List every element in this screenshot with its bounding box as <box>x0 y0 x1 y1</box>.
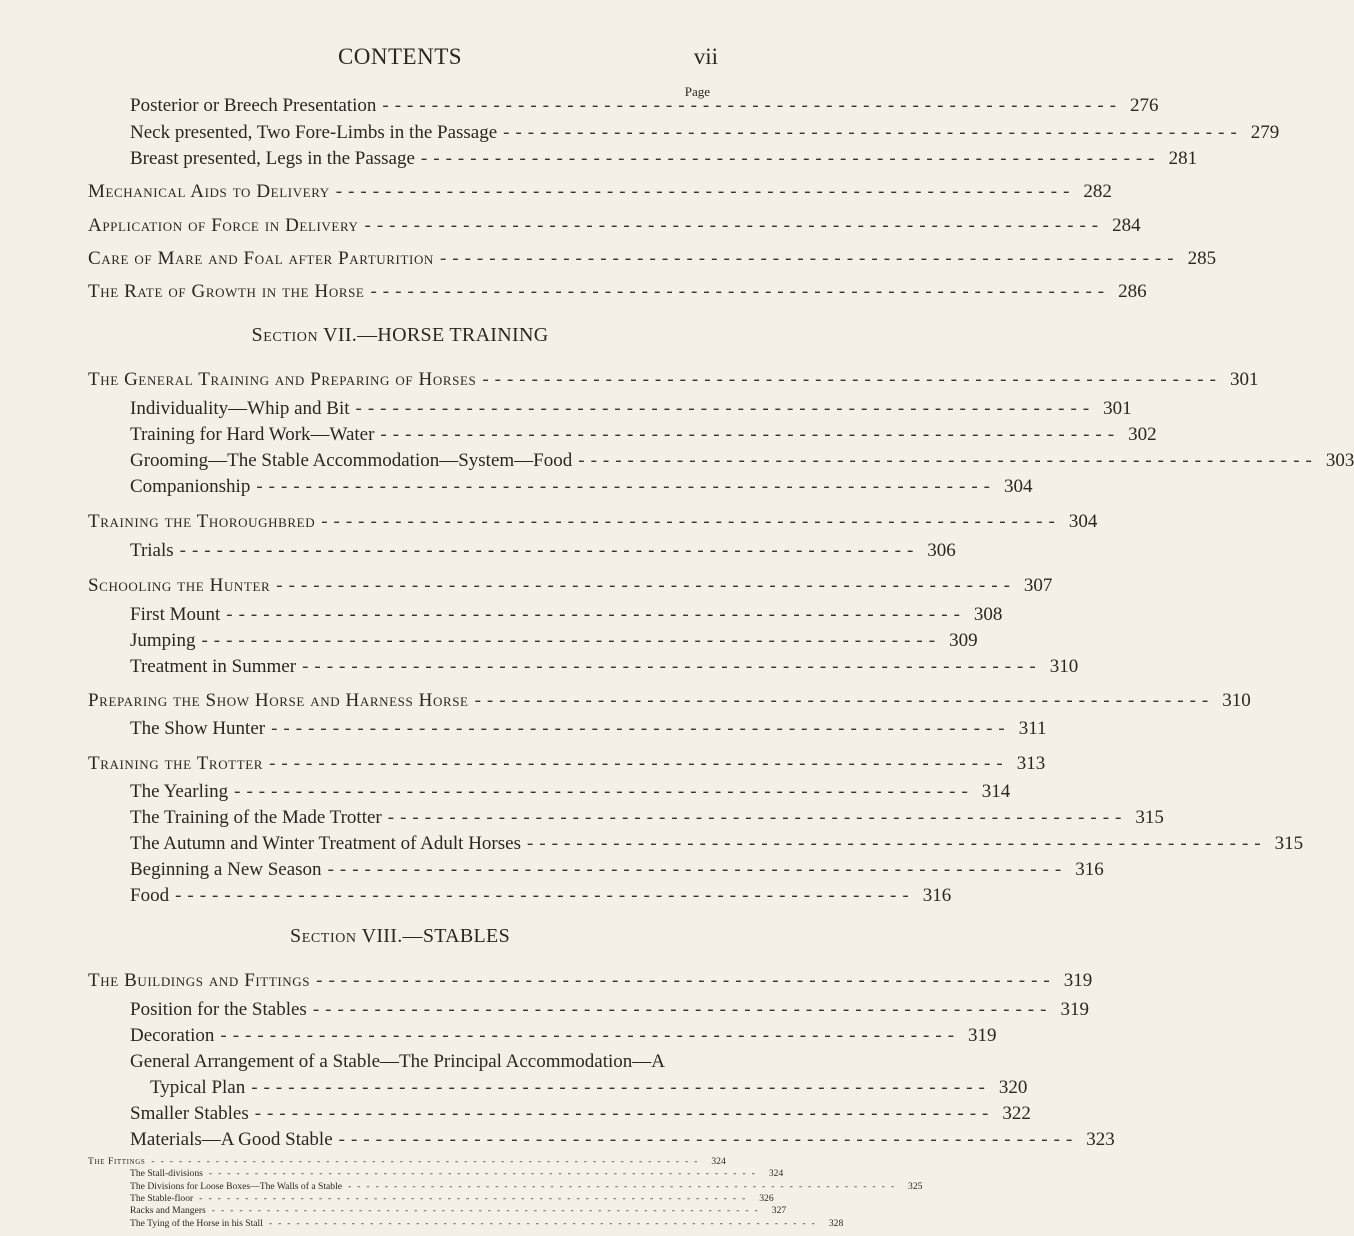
leader-dots: ------------------------------------------------------------ <box>338 1129 1079 1150</box>
toc-entry[interactable] <box>130 1217 844 1230</box>
entry-page: 304 <box>1003 476 1033 497</box>
leader-dots: ------------------------------------------------------------ <box>482 369 1222 390</box>
entry-title: The Autumn and Winter Treatment of Adult Horses <box>130 833 521 854</box>
toc-entry[interactable] <box>130 1193 774 1205</box>
chapter-title: The Fittings <box>88 1156 146 1167</box>
leader-dots: ------------------------------------------------------------ <box>348 1180 901 1192</box>
leader-dots: ------------------------------------------------------------ <box>420 148 1161 169</box>
entry-page: 311 <box>1018 718 1047 739</box>
entry-page: 313 <box>1016 753 1046 774</box>
entry-page: 306 <box>927 540 956 561</box>
toc-entry[interactable] <box>130 1023 997 1049</box>
entry-page: 316 <box>1075 859 1104 880</box>
entry-title: The Yearling <box>130 781 229 802</box>
section-word: Section <box>251 324 319 346</box>
leader-dots: ------------------------------------------------------------ <box>201 630 942 651</box>
entry-page: 308 <box>973 604 1003 625</box>
toc-entry-wrapped-line[interactable]: General Arrangement of a Stable—The Principal Accommodation—A <box>130 1051 666 1072</box>
section-heading <box>0 925 800 948</box>
leader-dots: ------------------------------------------------------------ <box>370 281 1111 302</box>
toc-entry[interactable] <box>130 857 1104 883</box>
toc-chapter[interactable] <box>88 509 1098 535</box>
leader-dots: ------------------------------------------------------------ <box>380 424 1121 445</box>
entry-page: 310 <box>1049 656 1079 677</box>
leader-dots: ------------------------------------------------------------ <box>321 511 1061 532</box>
leader-dots: ------------------------------------------------------------ <box>220 1025 961 1046</box>
toc-entry[interactable] <box>130 779 1011 805</box>
leader-dots: ------------------------------------------------------------ <box>312 999 1053 1020</box>
toc-entry[interactable] <box>130 883 952 909</box>
leader-dots: ------------------------------------------------------------ <box>179 540 920 561</box>
running-head-title: CONTENTS <box>337 44 463 69</box>
entry-title: Companionship <box>130 476 251 497</box>
entry-page: 309 <box>949 630 978 651</box>
toc-entry[interactable] <box>130 997 1089 1023</box>
toc-entry[interactable] <box>130 716 1047 742</box>
chapter-title: The Buildings and Fittings <box>88 970 311 991</box>
section-title: VIII.—STABLES <box>361 925 510 947</box>
entry-page: 323 <box>1086 1129 1115 1150</box>
leader-dots: ------------------------------------------------------------ <box>578 450 1318 471</box>
entry-title: The Divisions for Loose Boxes—The Walls of a Stable <box>130 1180 343 1192</box>
leader-dots: ------------------------------------------------------------ <box>327 859 1068 880</box>
entry-title: Decoration <box>130 1025 215 1046</box>
entry-page: 314 <box>981 781 1011 802</box>
toc-entry[interactable] <box>130 448 1354 474</box>
chapter-title: Training the Thoroughbred <box>88 511 316 532</box>
entry-title: The Training of the Made Trotter <box>130 807 382 828</box>
entry-page: 319 <box>968 1025 997 1046</box>
chapter-title: Mechanical Aids to Delivery <box>88 181 330 202</box>
toc-chapter[interactable] <box>88 1156 726 1168</box>
entry-title: First Mount <box>130 604 221 625</box>
entry-title: Smaller Stables <box>130 1103 249 1124</box>
toc-entry[interactable] <box>130 146 1198 172</box>
chapter-title: Care of Mare and Foal after Parturition <box>88 248 434 269</box>
leader-dots: ------------------------------------------------------------ <box>503 122 1243 143</box>
chapter-title: Preparing the Show Horse and Harness Horse <box>88 690 469 711</box>
section-word: Section <box>289 925 357 947</box>
entry-page: 282 <box>1083 181 1112 202</box>
entry-page: 320 <box>998 1077 1028 1098</box>
chapter-title: The General Training and Preparing of Horses <box>88 369 477 390</box>
entry-page: 327 <box>771 1205 787 1217</box>
entry-title: Posterior or Breech Presentation <box>130 95 377 116</box>
entry-page: 281 <box>1168 148 1198 169</box>
entry-title: Grooming—The Stable Accommodation—System—Food <box>130 450 573 471</box>
toc-chapter[interactable] <box>88 367 1259 393</box>
leader-dots: ------------------------------------------------------------ <box>382 95 1123 116</box>
leader-dots: ------------------------------------------------------------ <box>302 656 1042 677</box>
leader-dots: ------------------------------------------------------------ <box>151 1156 704 1167</box>
entry-title: Jumping <box>130 630 196 651</box>
toc-chapter[interactable] <box>88 179 1112 205</box>
entry-page: 302 <box>1128 424 1157 445</box>
toc-entry[interactable] <box>150 1075 1028 1101</box>
entry-title: Racks and Mangers <box>130 1205 206 1217</box>
toc-chapter[interactable] <box>88 688 1251 714</box>
entry-page: 315 <box>1135 807 1164 828</box>
entry-page: 279 <box>1250 122 1280 143</box>
entry-title: Individuality—Whip and Bit <box>130 398 350 419</box>
entry-title: Breast presented, Legs in the Passage <box>130 148 415 169</box>
entry-title: Food <box>130 885 170 906</box>
leader-dots: ------------------------------------------------------------ <box>234 781 974 802</box>
entry-page: 286 <box>1118 281 1147 302</box>
leader-dots: ------------------------------------------------------------ <box>211 1205 764 1217</box>
entry-page: 315 <box>1274 833 1304 854</box>
toc-entry[interactable] <box>130 1205 787 1217</box>
toc-chapter[interactable] <box>88 751 1046 777</box>
leader-dots: ------------------------------------------------------------ <box>226 604 966 625</box>
leader-dots: ------------------------------------------------------------ <box>276 575 1016 596</box>
leader-dots: ------------------------------------------------------------ <box>256 476 996 497</box>
entry-page: 324 <box>711 1156 726 1167</box>
leader-dots: ------------------------------------------------------------ <box>254 1103 995 1124</box>
leader-dots: ------------------------------------------------------------ <box>251 1077 991 1098</box>
entry-page: 307 <box>1023 575 1053 596</box>
entry-title: The Stall-divisions <box>130 1168 203 1180</box>
entry-page: 324 <box>768 1168 784 1180</box>
toc-entry[interactable] <box>130 831 1304 857</box>
toc-entry[interactable] <box>130 474 1033 500</box>
entry-page: 319 <box>1063 970 1093 991</box>
leader-dots: ------------------------------------------------------------ <box>526 833 1267 854</box>
leader-dots: ------------------------------------------------------------ <box>208 1168 761 1180</box>
entry-page: 284 <box>1112 215 1141 236</box>
entry-title: The Stable-floor <box>130 1193 194 1204</box>
entry-page: 322 <box>1002 1103 1031 1124</box>
entry-page: 316 <box>922 885 952 906</box>
toc-entry[interactable] <box>130 1168 784 1180</box>
entry-title: Materials—A Good Stable <box>130 1129 333 1150</box>
entry-page: 303 <box>1325 450 1354 471</box>
leader-dots: ------------------------------------------------------------ <box>355 398 1096 419</box>
toc-chapter[interactable] <box>88 246 1217 272</box>
entry-page: 328 <box>828 1217 844 1229</box>
toc-entry[interactable] <box>130 654 1079 680</box>
entry-title: Trials <box>130 540 174 561</box>
toc-chapter[interactable] <box>88 213 1141 239</box>
entry-page: 326 <box>759 1193 774 1204</box>
toc-entry[interactable] <box>130 805 1164 831</box>
entry-title: Beginning a New Season <box>130 859 322 880</box>
toc-entry[interactable] <box>130 120 1280 146</box>
chapter-title: Schooling the Hunter <box>88 575 271 596</box>
section-heading <box>0 324 800 347</box>
toc-chapter[interactable] <box>88 279 1147 305</box>
chapter-title: The Rate of Growth in the Horse <box>88 281 365 302</box>
entry-title: The Show Hunter <box>130 718 266 739</box>
entry-page: 301 <box>1229 369 1259 390</box>
toc-entry[interactable] <box>130 602 1003 628</box>
chapter-title: Application of Force in Delivery <box>88 215 359 236</box>
leader-dots: ------------------------------------------------------------ <box>439 248 1180 269</box>
entry-title: Position for the Stables <box>130 999 307 1020</box>
toc-entry[interactable] <box>130 93 1159 119</box>
entry-page: 310 <box>1222 690 1251 711</box>
toc-chapter[interactable] <box>88 968 1093 994</box>
leader-dots: ------------------------------------------------------------ <box>474 690 1215 711</box>
toc-entry[interactable] <box>130 628 978 654</box>
entry-page: 276 <box>1130 95 1159 116</box>
leader-dots: ------------------------------------------------------------ <box>268 1217 821 1229</box>
page-column-label: Page <box>684 84 710 99</box>
entry-page: 304 <box>1068 511 1098 532</box>
toc-entry[interactable] <box>130 1127 1115 1153</box>
toc-entry[interactable] <box>130 396 1132 422</box>
toc-chapter[interactable] <box>88 573 1053 599</box>
leader-dots: ------------------------------------------------------------ <box>364 215 1105 236</box>
chapter-title: Training the Trotter <box>88 753 264 774</box>
toc-entry[interactable] <box>130 1101 1031 1127</box>
page-numeral: vii <box>693 44 718 69</box>
leader-dots: ------------------------------------------------------------ <box>335 181 1076 202</box>
entry-title: Neck presented, Two Fore-Limbs in the Passage <box>130 122 498 143</box>
leader-dots: ------------------------------------------------------------ <box>387 807 1128 828</box>
entry-title: Training for Hard Work—Water <box>130 424 375 445</box>
entry-page: 319 <box>1060 999 1089 1020</box>
entry-title: Typical Plan <box>150 1077 246 1098</box>
entry-page: 301 <box>1103 398 1132 419</box>
entry-page: 325 <box>908 1180 923 1192</box>
leader-dots: ------------------------------------------------------------ <box>271 718 1011 739</box>
leader-dots: ------------------------------------------------------------ <box>175 885 915 906</box>
entry-title: Treatment in Summer <box>130 656 297 677</box>
toc-entry[interactable] <box>130 422 1157 448</box>
leader-dots: ------------------------------------------------------------ <box>316 970 1056 991</box>
leader-dots: ------------------------------------------------------------ <box>269 753 1009 774</box>
toc-entry[interactable] <box>130 538 956 564</box>
section-title: VII.—HORSE TRAINING <box>323 324 549 346</box>
toc-entry[interactable] <box>130 1180 923 1193</box>
entry-title: The Tying of the Horse in his Stall <box>130 1217 263 1229</box>
leader-dots: ------------------------------------------------------------ <box>199 1193 752 1204</box>
entry-page: 285 <box>1187 248 1217 269</box>
